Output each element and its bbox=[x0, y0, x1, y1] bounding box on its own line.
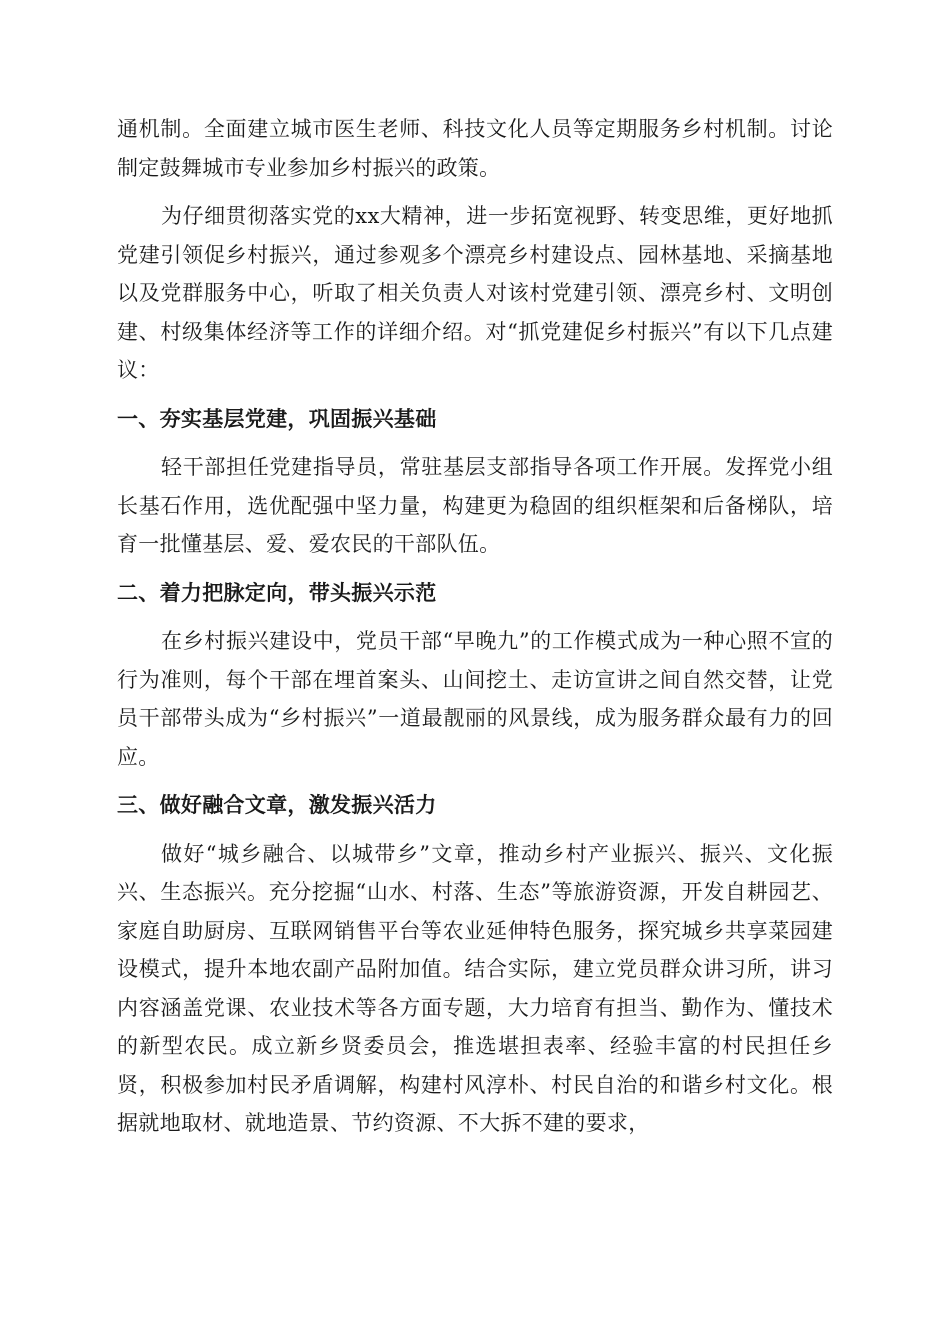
paragraph-section-2: 在乡村振兴建设中，党员干部“早晚九”的工作模式成为一种心照不宣的行为准则，每个干部在埋首案头、山间挖土、走访宣讲之间自然交替，让党员干部带头成为“乡村振兴”一道最靓丽的风景线，成为服务群众最有力的回应。 bbox=[117, 629, 833, 769]
section-heading-1: 一、夯实基层党建，巩固振兴基础 bbox=[117, 406, 437, 431]
document-body bbox=[117, 110, 833, 1153]
paragraph-section-1: 轻干部担任党建指导员，常驻基层支部指导各项工作开展。发挥党小组长基石作用，选优配强中坚力量，构建更为稳固的组织框架和后备梯队，培育一批懂基层、爱、爱农民的干部队伍。 bbox=[117, 455, 833, 556]
paragraph-continuation: 通机制。全面建立城市医生老师、科技文化人员等定期服务乡村机制。讨论制定鼓舞城市专业参加乡村振兴的政策。 bbox=[117, 117, 833, 180]
section-heading-3: 三、做好融合文章，激发振兴活力 bbox=[117, 793, 437, 817]
paragraph-section-3: 做好“城乡融合、以城带乡”文章，推动乡村产业振兴、振兴、文化振兴、生态振兴。充分挖掘“山水、村落、生态”等旅游资源，开发自耕园艺、家庭自助厨房、互联网销售平台等农业延伸特色服务，探究城乡共享菜园建设模式，提升本地农副产品附加值。结合实际，建立党员群众讲习所，讲习内容涵盖党课、农业技术等各方面专题，大力培育有担当、勤作为、懂技术的新型农民。成立新乡贤委员会，推选堪担表率、经验丰富的村民担任乡贤，积极参加村民矛盾调解，构建村风淳朴、村民自治的和谐乡村文化。根据就地取材、就地造景、节约资源、不大拆不建的要求， bbox=[117, 841, 833, 1135]
paragraph-intro: 为仔细贯彻落实党的xx大精神，进一步拓宽视野、转变思维，更好地抓党建引领促乡村振兴，通过参观多个漂亮乡村建设点、园林基地、采摘基地以及党群服务中心，听取了相关负责人对该村党建引领、漂亮乡村、文明创建、村级集体经济等工作的详细介绍。对“抓党建促乡村振兴”有以下几点建议： bbox=[117, 204, 833, 382]
section-heading-2: 二、着力把脉定向，带头振兴示范 bbox=[117, 580, 437, 605]
